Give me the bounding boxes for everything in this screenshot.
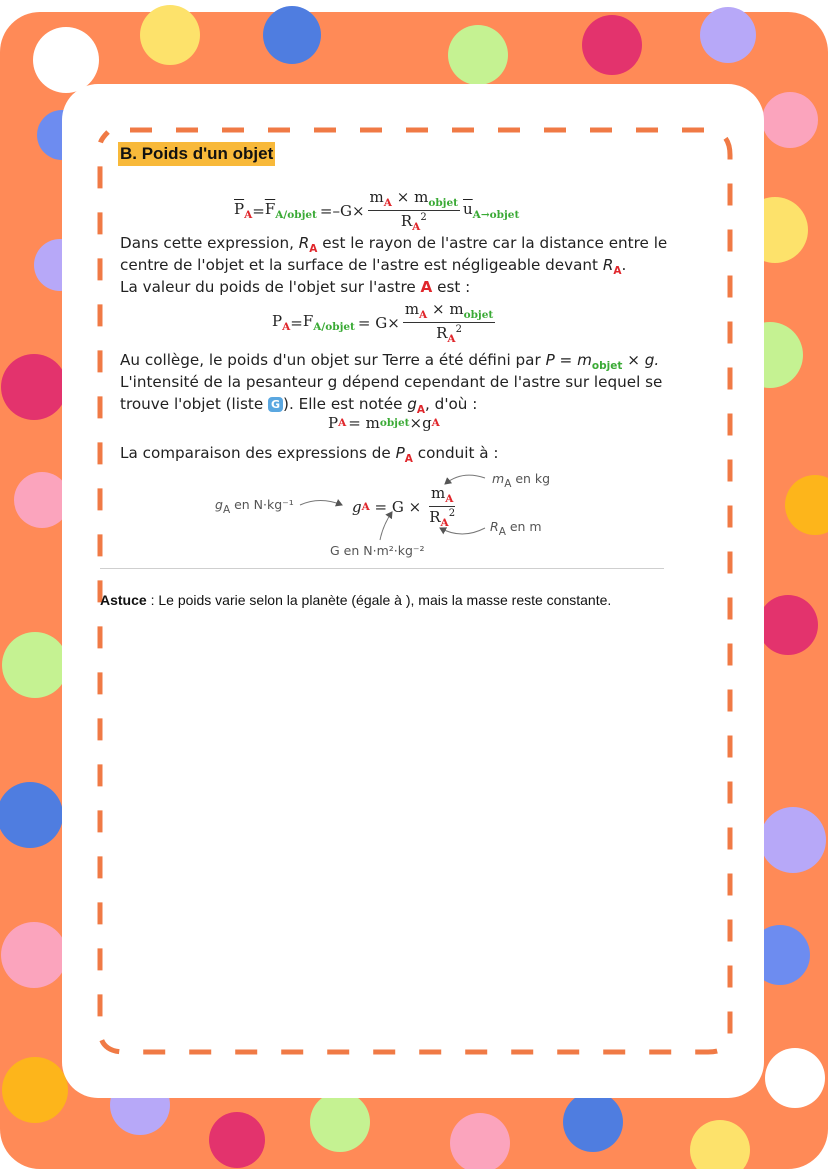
fraction: $\frac{m_A \times m_{objet}}{R_A^2}$ <box>369 188 458 233</box>
arrow-m <box>445 475 485 484</box>
formula-weight-value: $P_A$ = $F_{A/objet}$ = G× $\frac{m_A \times m_{objet}}{R_A^2}$ <box>272 300 494 345</box>
arrow-G <box>380 512 392 540</box>
tip-text: : Le poids varie selon la planète (égale à ), mais la masse reste constante. <box>146 592 612 608</box>
label-g-unit: $g_A$ en N·kg⁻¹ <box>215 497 294 516</box>
arrow-r <box>440 528 485 534</box>
formula-g-expression: g A = G × $\frac{m_A}{R_A^2}$ <box>352 484 456 529</box>
paragraph-line: centre de l'objet et la surface de l'astre est négligeable devant $R_A$. <box>120 256 627 277</box>
formula-weight-g: P A = m objet ×g A <box>328 414 440 432</box>
paragraph-line: trouve l'objet (liste G ). Elle est notée $g_A$, d'où : <box>120 395 478 416</box>
vec-f: $\overline{F}$ <box>264 200 276 218</box>
vec-p: $\overline{P}$ <box>234 200 245 218</box>
paragraph-line: Au collège, le poids d'un objet sur Terre a été défini par $P = m_{objet} \times g$. <box>120 351 660 372</box>
tip-line <box>100 592 611 608</box>
list-badge: G <box>268 397 283 412</box>
label-m-unit: $m_A$ en kg <box>492 471 551 490</box>
formula-vector-weight: $\overline{P}_A$ = $\overline{F}_{A/objet}$ =–G× $\frac{m_A \times m_{objet}}{R_A^2}$ $\overline{u}_{A\to objet}$ <box>234 188 520 233</box>
divider <box>100 568 664 569</box>
label-G-unit: G en N·m²·kg⁻² <box>330 543 425 558</box>
paragraph-line: La valeur du poids de l'objet sur l'astre A est : <box>120 278 471 296</box>
fraction: $\frac{m_A}{R_A^2}$ <box>429 484 456 529</box>
tip-label: Astuce <box>100 592 147 608</box>
label-r-unit: $R_A$ en m <box>490 519 542 538</box>
section-title: B. Poids d'un objet <box>118 142 275 166</box>
fraction: $\frac{m_A \times m_{objet}}{R_A^2}$ <box>404 300 494 345</box>
paragraph-line: Dans cette expression, $R_A$ est le rayon de l'astre car la distance entre le <box>120 234 668 255</box>
paragraph-line: La comparaison des expressions de $P_A$ conduit à : <box>120 444 499 465</box>
paragraph-line: L'intensité de la pesanteur g dépend cependant de l'astre sur lequel se <box>120 373 663 391</box>
arrow-g <box>300 501 342 506</box>
